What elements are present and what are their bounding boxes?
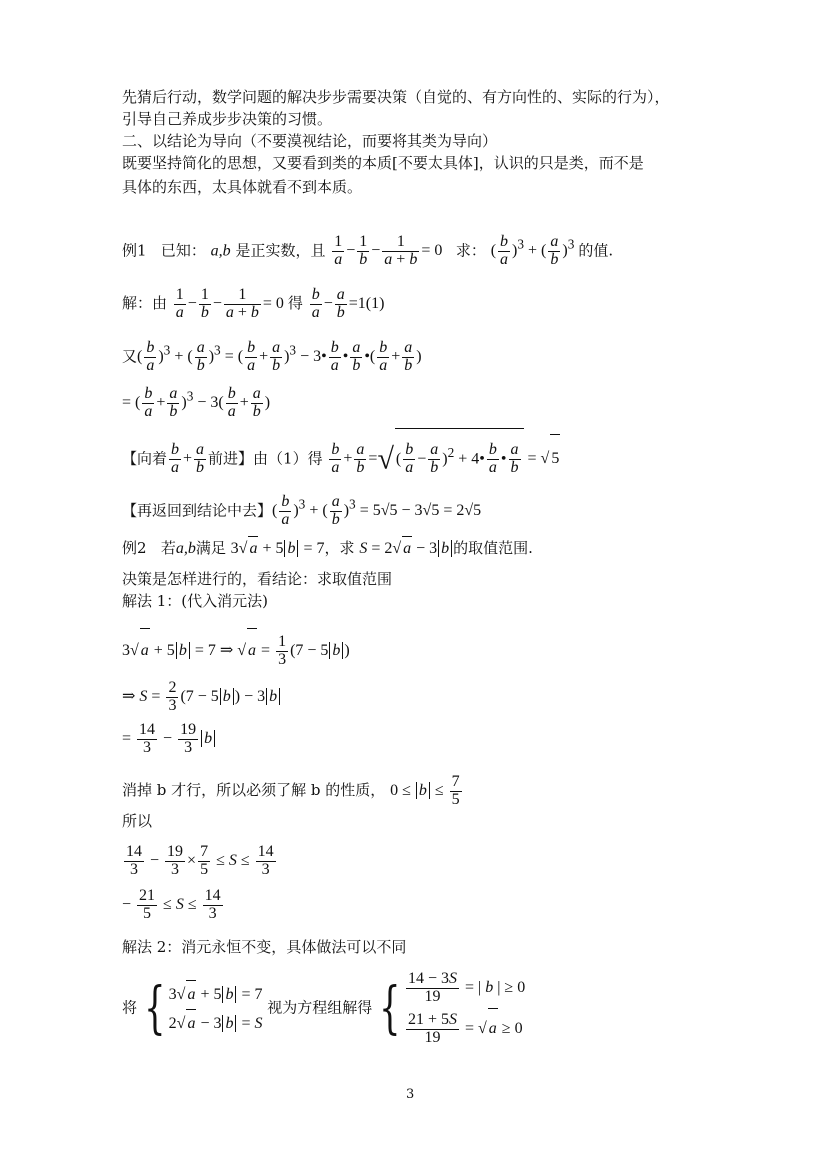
eq-label-1: =1(1) — [348, 295, 385, 312]
page-number: 3 — [406, 1087, 415, 1102]
bound-eq-2: − $\frac{21}{5}$ ≤ S ≤ $\frac{14}{3}$ — [122, 887, 221, 922]
paragraph-line-5: 具体的东西，太具体就看不到本质。 — [122, 178, 363, 196]
example-1-label: 例1 — [122, 241, 147, 260]
example-2-satisfy: 满足 — [195, 539, 226, 557]
cube-identity: ( $\frac{b}{a}$ )$^3$ + ( $\frac{a}{b}$ )$^3$ = ( $\frac{b}{a}$ + $\frac{a}{b}$ )$^3$ − 3• $\frac{b}{a}$ • $\frac{a}{b}$ •( $\frac{b}{a}$ + $\frac{a}{b}$ ) — [137, 339, 422, 375]
method-1-eq-2: ⇒ S = $\frac{2}{3}$ (7 − 5 b ) − 3 b — [122, 688, 281, 705]
simplified-expression: = ( $\frac{b}{a}$ + $\frac{a}{b}$ )$^3$ − 3( $\frac{b}{a}$ + $\frac{a}{b}$ ) — [122, 385, 271, 421]
bound-eq-1: $\frac{14}{3}$ − $\frac{19}{3}$ × $\frac{7}{5}$ ≤ S ≤ $\frac{14}{3}$ — [126, 843, 274, 878]
paragraph-line-1: 先猜后行动，数学问题的解决步步需要决策（自觉的、有方向性的、实际的行为）， — [122, 88, 670, 106]
solution-1-line-1 — [122, 280, 384, 327]
example-1-vars: a,b — [210, 242, 231, 260]
toward-fraction: $\frac{b}{a}$ + $\frac{a}{b}$ — [171, 441, 205, 477]
method-1-step-3 — [122, 716, 216, 761]
example-2-range: 的取值范围. — [453, 539, 533, 557]
example-2-vars: a,b — [175, 540, 196, 557]
method-2-heading: 解法 2：消元永恒不变，具体做法可以不同 — [122, 938, 407, 956]
solution-1-line-3 — [122, 374, 270, 426]
suoyi-text: 所以 — [122, 812, 153, 830]
example-1-condition: 是正实数，且 — [235, 241, 326, 260]
eliminate-text: 消掉 b 才行，所以必须了解 b 的性质， — [122, 781, 386, 799]
paragraph-line-4: 既要坚持简化的思想，又要看到类的本质[不要太具体]，认识的只是类，而不是 — [122, 154, 644, 172]
system-solution: $\frac{14 - 3S}{19}$ = | b | ≥ 0 $\frac{21 + 5S}{19}$ = √ a ≥ 0 — [404, 968, 525, 1049]
left-brace-1: { — [144, 975, 166, 1041]
back-expression: ( $\frac{b}{a}$ )$^3$ + ( $\frac{a}{b}$ )$^3$ = 5√5 − 3√5 = 2√5 — [272, 493, 482, 529]
method-1-heading: 解法 1：(代入消元法) — [122, 592, 269, 610]
toward-forward-text: 前进】由（1）得 — [208, 449, 323, 468]
de-text: 得 — [287, 294, 303, 312]
eliminate-line — [122, 768, 464, 813]
method-2-system — [122, 968, 525, 1049]
example-1 — [122, 222, 613, 274]
toward-line — [122, 428, 560, 484]
example-1-given: 已知： — [160, 241, 206, 260]
back-result: = 5√5 − 3√5 = 2√5 — [359, 502, 482, 520]
you-text: 又 — [122, 347, 138, 366]
method-1-eq-3: = $\frac{14}{3}$ − $\frac{19}{3}$ b — [122, 730, 216, 747]
method-1-step-1 — [122, 628, 350, 673]
example-2-label: 例2 — [122, 539, 147, 557]
back-bracket-text: 【再返回到结论中去】 — [122, 501, 273, 520]
example-2-qiu: ，求 — [324, 539, 355, 557]
bound-step-2 — [122, 882, 225, 927]
back-line — [122, 482, 481, 534]
solution-1-eq-b: $\frac{b}{a}$ − $\frac{a}{b}$ =1(1) — [311, 286, 385, 321]
toward-bracket-text: 【向着 — [122, 449, 168, 468]
example-1-target-expression: ( $\frac{b}{a}$ )$^3$ + ( $\frac{a}{b}$ )$^3$ — [490, 233, 575, 269]
section-heading: 二、以结论为导向（不要漠视结论，而要将其类为导向） — [122, 132, 498, 150]
left-brace-2: { — [379, 975, 401, 1041]
example-2-condition: 3√ a + 5 b = 7 — [231, 540, 325, 557]
example-2-ruo: 若 — [160, 539, 176, 557]
example-2-target: S = 2√ a − 3 b — [359, 540, 453, 557]
example-1-equation: $\frac{1}{a}$ − $\frac{1}{b}$ − $\frac{1}{a + b}$ = 0 — [334, 233, 447, 269]
solution-1-line-2 — [122, 328, 422, 380]
decision-text: 决策是怎样进行的，看结论：求取值范围 — [122, 570, 393, 588]
b-bound: 0 ≤ b ≤ $\frac{7}{5}$ — [390, 773, 460, 808]
method-1-eq-1: 3√ a + 5 b = 7 ⇒ √ a = $\frac{1}{3}$ (7 − 5 b ) — [122, 642, 350, 659]
bound-step-1 — [122, 838, 278, 883]
example-1-ask: 求： — [455, 241, 486, 260]
toward-equation: $\frac{b}{a}$ + $\frac{a}{b}$ =√ ( $\frac{b}{a}$ − $\frac{a}{b}$ )$^2$ + 4• $\frac{b}{a}$ • $\frac{a}{b}$ = √ 5 — [327, 450, 560, 467]
system-equations: 3√ a + 5 b = 7 2√ a − 3 b = S — [169, 980, 263, 1038]
example-1-value-of: 的值. — [578, 241, 614, 260]
as-system-text: 视为方程组解得 — [267, 998, 373, 1017]
example-2 — [122, 536, 533, 561]
solution-1-eq-a: $\frac{1}{a}$ − $\frac{1}{b}$ − $\frac{1}{a + b}$ = 0 — [175, 286, 288, 321]
solution-label: 解：由 — [122, 294, 168, 312]
method-1-step-2 — [122, 674, 281, 719]
paragraph-line-2: 引导自己养成步步决策的习惯。 — [122, 110, 333, 128]
jiang-text: 将 — [122, 998, 138, 1017]
